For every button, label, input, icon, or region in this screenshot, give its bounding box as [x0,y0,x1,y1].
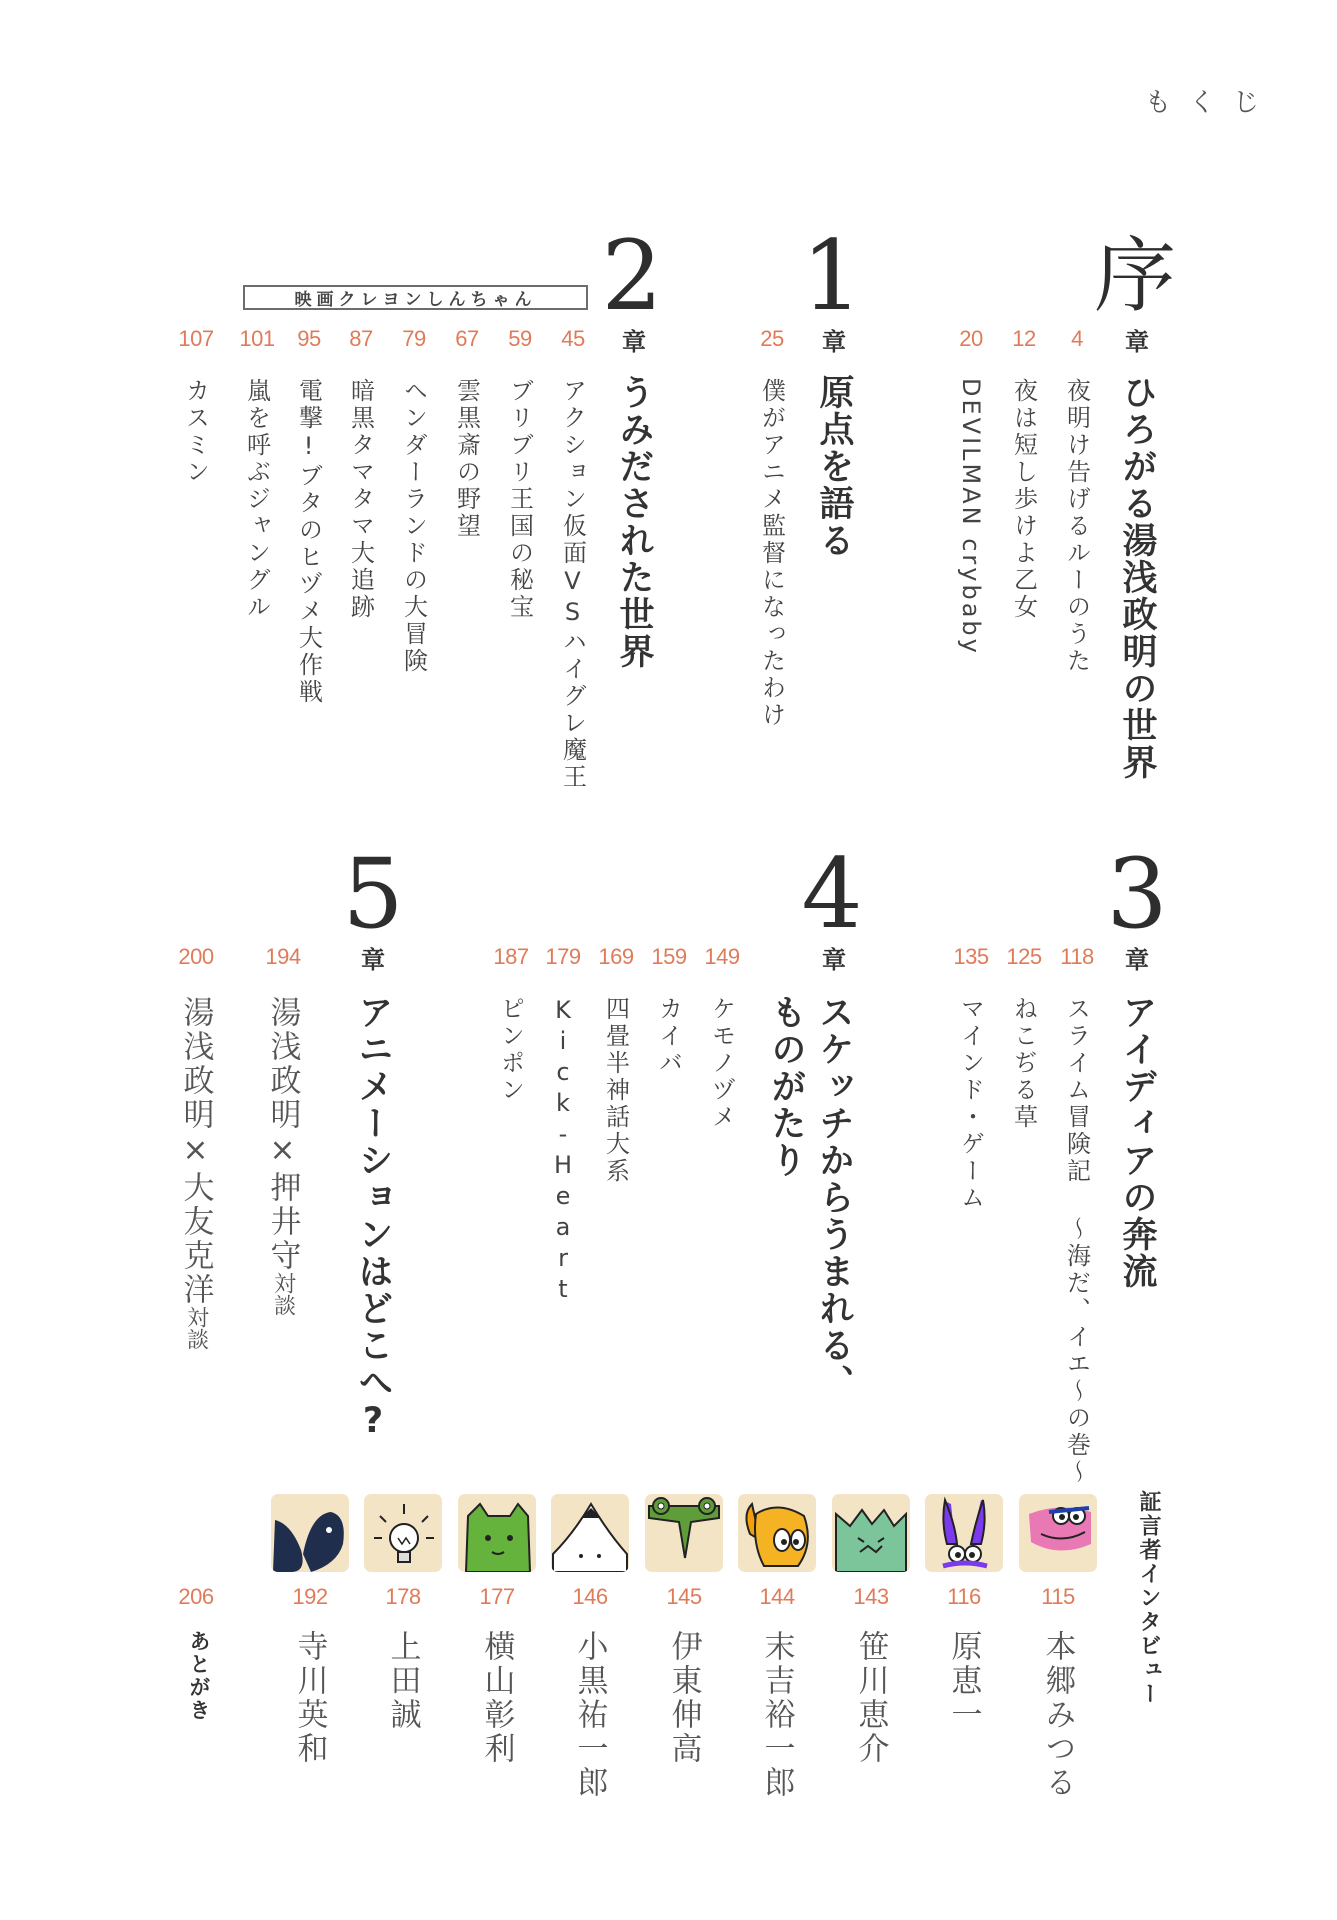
toc-page-number: 169 [598,944,634,969]
toc-entry[interactable]: アクション仮面VSハイグレ魔王 [558,378,587,791]
interviewee-name[interactable]: 伊東伸高 [665,1630,702,1766]
chapter-title-1: 原点を語る [814,374,854,559]
chapter-title-4-line1: スケッチからうまれる、 [814,994,854,1401]
toc-page-number: 143 [853,1584,889,1609]
toc-entry[interactable]: 湯浅政明×大友克洋 [177,996,214,1307]
chapter-sho-label: 章 [622,328,646,356]
page-label: もくじ [1144,88,1277,118]
toc-page-number: 194 [265,944,301,969]
toc-entry[interactable]: 夜は短し歩けよ乙女 [1009,378,1038,621]
toc-page-number: 118 [1060,944,1094,969]
chapter-number-4: 4 [801,838,863,950]
purple-rabbit-icon [925,1494,1003,1572]
toc-page-number: 12 [1012,326,1036,351]
chapter-title-3: アイディアの奔流 [1117,994,1157,1290]
orange-dog-icon [738,1494,816,1572]
toc-page-number: 200 [178,944,214,969]
toc-page-number: 67 [455,326,479,351]
toc-page-number: 59 [508,326,532,351]
chapter-sho-label: 章 [822,328,846,356]
toc-entry[interactable]: 湯浅政明×押井守 [264,996,301,1273]
chapter-number-1: 1 [801,220,863,332]
toc-page-number: 149 [704,944,740,969]
chapter-number-5: 5 [342,838,404,950]
toc-entry[interactable]: カイバ [654,996,683,1077]
toc-entry[interactable]: 僕がアニメ監督になったわけ [757,378,786,729]
interviewee-name[interactable]: 寺川英和 [291,1630,328,1766]
toc-entry[interactable]: ピンポン [496,996,525,1104]
chapter-sho-label: 章 [1125,328,1149,356]
toc-entry[interactable]: マインド・ゲーム [956,996,985,1212]
toc-page-number: 101 [239,326,275,351]
toc-page-number: 159 [651,944,687,969]
toc-entry[interactable]: ブリブリ王国の秘宝 [505,378,534,621]
light-bulb-icon [364,1494,442,1572]
interviewee-name[interactable]: 小黒祐一郎 [571,1630,608,1800]
toc-entry[interactable]: 嵐を呼ぶジャングル [242,378,271,621]
toc-page-number: 177 [479,1584,515,1609]
toc-page-number: 178 [385,1584,421,1609]
toc-page-number: 144 [759,1584,795,1609]
toc-page-number: 4 [1071,326,1083,351]
toc-page-number: 135 [953,944,989,969]
toc-entry[interactable]: Kick-Heart [549,996,577,1306]
toc-page-number: 107 [178,326,214,351]
interviews-title: 証言者インタビュー [1136,1490,1161,1706]
chapter-title-2: うみだされた世界 [614,374,654,670]
interviewee-name[interactable]: 原恵一 [945,1630,982,1732]
toc-page-number: 116 [947,1584,981,1609]
toc-page-number: 115 [1041,1584,1075,1609]
chapter-number-3: 3 [1106,838,1168,950]
taidan-tag: 対談 [270,1272,296,1316]
toc-entry[interactable]: ヘンダーランドの大冒険 [399,378,428,675]
toc-page-number: 125 [1006,944,1042,969]
toc-entry[interactable]: ケモノヅメ [707,996,736,1131]
navy-bird-icon [271,1494,349,1572]
toc-page-number: 145 [666,1584,702,1609]
toc-page-number: 79 [402,326,426,351]
toc-page-number: 25 [760,326,784,351]
toc-entry[interactable]: 四畳半神話大系 [601,996,630,1185]
chapter-title-5: アニメーションはどこへ? [353,994,393,1443]
toc-page-number: 95 [297,326,321,351]
toc-page-number: 45 [561,326,585,351]
chapter-sho-label: 章 [1125,946,1149,974]
toc-page-number: 20 [959,326,983,351]
toc-page-number: 192 [292,1584,328,1609]
chapter-title-4-line2: ものがたり [766,994,806,1179]
toc-page-number: 179 [545,944,581,969]
toc-entry[interactable]: 電撃!ブタのヒヅメ大作戦 [294,378,323,706]
taidan-tag: 対談 [183,1306,209,1350]
afterword-title[interactable]: あとがき [187,1630,211,1722]
toc-entry[interactable]: DEVILMAN crybaby [957,378,985,656]
green-frog-icon [645,1494,723,1572]
chapter-number-jo: 序 [1093,229,1177,324]
toc-entry[interactable]: 雲黒斎の野望 [452,378,481,540]
interviewee-name[interactable]: 上田誠 [384,1630,421,1732]
toc-entry[interactable]: 夜明け告げるルーのうた [1062,378,1091,675]
interviewee-name[interactable]: 末吉裕一郎 [758,1630,795,1800]
toc-entry[interactable]: 暗黒タマタマ大追跡 [346,378,375,621]
toc-page-number: 206 [178,1584,214,1609]
toc-entry[interactable]: カスミン [181,378,210,486]
toc-entry[interactable]: スライム冒険記 ～海だ、イエ～の巻～ [1062,996,1091,1486]
series-label-box: 映画クレヨンしんちゃん [243,285,588,310]
white-onigiri-icon [551,1494,629,1572]
toc-page-number: 146 [572,1584,608,1609]
green-crown-icon [832,1494,910,1572]
chapter-title-jo: ひろがる湯浅政明の世界 [1117,374,1157,781]
interviewee-name[interactable]: 横山彰利 [478,1630,515,1766]
pink-face-icon [1019,1494,1097,1572]
interviewee-name[interactable]: 笹川恵介 [852,1630,889,1766]
green-cat-icon [458,1494,536,1572]
toc-page-number: 187 [493,944,529,969]
interviewee-name[interactable]: 本郷みつる [1039,1630,1076,1800]
toc-entry[interactable]: ねこぢる草 [1009,996,1038,1131]
chapter-number-2: 2 [601,220,663,332]
chapter-sho-label: 章 [361,946,385,974]
chapter-sho-label: 章 [822,946,846,974]
toc-page-number: 87 [349,326,373,351]
